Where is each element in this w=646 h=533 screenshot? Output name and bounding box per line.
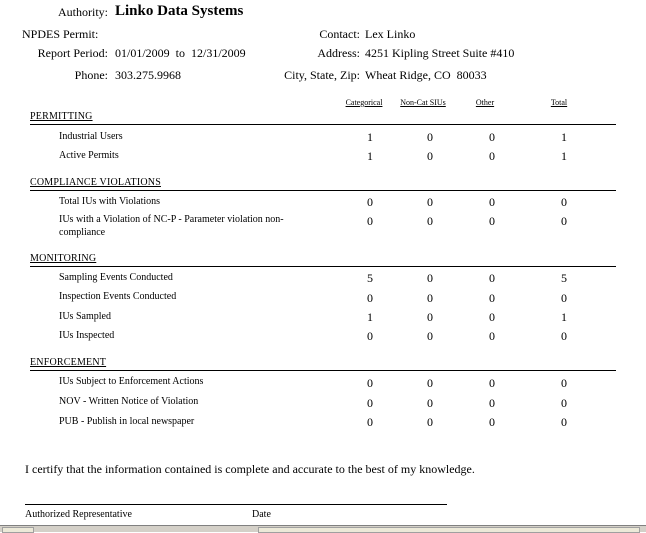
address-value: 4251 Kipling Street Suite #410 xyxy=(365,46,515,60)
cell-noncat-sius: 0 xyxy=(427,415,433,429)
date-label: Date xyxy=(252,509,271,520)
authority-value: Linko Data Systems xyxy=(115,3,244,19)
row-label: IUs Subject to Enforcement Actions xyxy=(59,376,204,387)
scrollbar-button[interactable] xyxy=(2,527,34,533)
cell-noncat-sius: 0 xyxy=(427,149,433,163)
row-label: Industrial Users xyxy=(59,131,123,142)
section-divider xyxy=(30,190,616,191)
cell-total: 0 xyxy=(561,329,567,343)
section-title-compliance-violations: COMPLIANCE VIOLATIONS xyxy=(30,177,161,188)
cell-noncat-sius: 0 xyxy=(427,376,433,390)
cell-noncat-sius: 0 xyxy=(427,291,433,305)
col-header-total: Total xyxy=(550,98,568,107)
section-divider xyxy=(30,370,616,371)
npdes-label: NPDES Permit: xyxy=(22,27,99,41)
cell-categorical: 5 xyxy=(367,271,373,285)
contact-label: Contact: xyxy=(319,27,360,41)
row-label: IUs Sampled xyxy=(59,311,111,322)
section-title-permitting: PERMITTING xyxy=(30,111,93,122)
section-title-monitoring: MONITORING xyxy=(30,253,97,264)
cell-noncat-sius: 0 xyxy=(427,214,433,228)
signature-line xyxy=(25,504,447,505)
cell-categorical: 0 xyxy=(367,376,373,390)
cell-total: 0 xyxy=(561,195,567,209)
row-label: IUs Inspected xyxy=(59,330,115,341)
row-label: IUs with a Violation of NC-P - Parameter violation non-compliance xyxy=(59,214,284,238)
cell-categorical: 0 xyxy=(367,415,373,429)
cell-other: 0 xyxy=(489,329,495,343)
cell-total: 0 xyxy=(561,376,567,390)
row-label: NOV - Written Notice of Violation xyxy=(59,396,199,407)
cell-noncat-sius: 0 xyxy=(427,329,433,343)
phone-value: 303.275.9968 xyxy=(115,68,181,82)
cell-categorical: 0 xyxy=(367,396,373,410)
certification-statement: I certify that the information contained is complete and accurate to the best of my knowledge. xyxy=(25,462,475,476)
cell-total: 0 xyxy=(561,415,567,429)
cell-total: 1 xyxy=(561,149,567,163)
row-label: Inspection Events Conducted xyxy=(59,291,177,302)
section-title-enforcement: ENFORCEMENT xyxy=(30,357,107,368)
cell-other: 0 xyxy=(489,396,495,410)
row-label: PUB - Publish in local newspaper xyxy=(59,416,195,427)
city-state-zip-value: Wheat Ridge, CO 80033 xyxy=(365,68,487,82)
address-label: Address: xyxy=(317,46,360,60)
cell-other: 0 xyxy=(489,291,495,305)
cell-categorical: 0 xyxy=(367,214,373,228)
report-period-label: Report Period: xyxy=(37,46,108,60)
cell-noncat-sius: 0 xyxy=(427,271,433,285)
cell-total: 0 xyxy=(561,291,567,305)
col-header-categorical: Categorical xyxy=(345,98,383,107)
row-label: Total IUs with Violations xyxy=(59,196,161,207)
cell-other: 0 xyxy=(489,271,495,285)
cell-total: 1 xyxy=(561,310,567,324)
section-divider xyxy=(30,124,616,125)
report-period-value: 01/01/2009 to 12/31/2009 xyxy=(115,46,246,60)
city-state-zip-label: City, State, Zip: xyxy=(284,68,360,82)
cell-categorical: 0 xyxy=(367,291,373,305)
cell-other: 0 xyxy=(489,376,495,390)
section-divider xyxy=(30,266,616,267)
cell-other: 0 xyxy=(489,130,495,144)
cell-noncat-sius: 0 xyxy=(427,310,433,324)
cell-categorical: 0 xyxy=(367,195,373,209)
col-header-noncat-sius: Non-Cat SIUs xyxy=(400,98,446,107)
cell-categorical: 1 xyxy=(367,130,373,144)
cell-categorical: 1 xyxy=(367,310,373,324)
cell-noncat-sius: 0 xyxy=(427,195,433,209)
contact-value: Lex Linko xyxy=(365,27,416,41)
cell-total: 0 xyxy=(561,396,567,410)
cell-total: 0 xyxy=(561,214,567,228)
col-header-other: Other xyxy=(475,98,495,107)
authorized-representative-label: Authorized Representative xyxy=(25,509,132,520)
cell-categorical: 1 xyxy=(367,149,373,163)
cell-other: 0 xyxy=(489,214,495,228)
cell-categorical: 0 xyxy=(367,329,373,343)
row-label: Active Permits xyxy=(59,150,119,161)
cell-total: 5 xyxy=(561,271,567,285)
cell-other: 0 xyxy=(489,310,495,324)
scrollbar-track[interactable] xyxy=(258,527,640,533)
cell-noncat-sius: 0 xyxy=(427,130,433,144)
phone-label: Phone: xyxy=(74,68,108,82)
authority-label: Authority: xyxy=(58,5,108,19)
cell-other: 0 xyxy=(489,149,495,163)
cell-noncat-sius: 0 xyxy=(427,396,433,410)
cell-other: 0 xyxy=(489,195,495,209)
row-label: Sampling Events Conducted xyxy=(59,272,173,283)
cell-total: 1 xyxy=(561,130,567,144)
cell-other: 0 xyxy=(489,415,495,429)
